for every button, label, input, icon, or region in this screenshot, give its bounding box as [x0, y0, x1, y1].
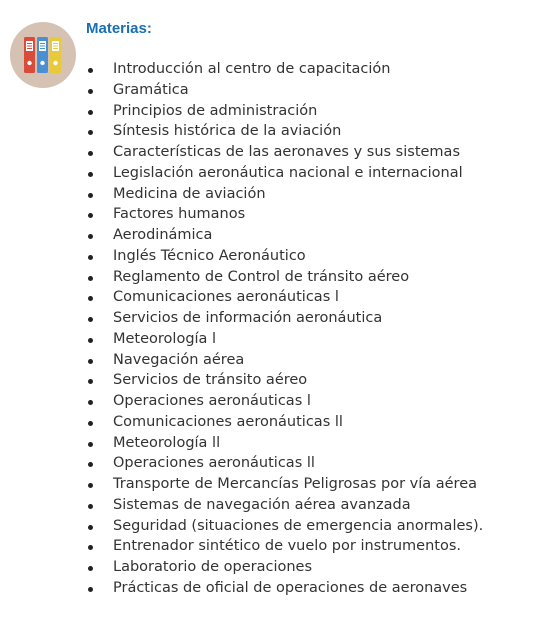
- subject-item: Sistemas de navegación aérea avanzada: [86, 495, 483, 516]
- subject-item: Comunicaciones aeronáuticas ll: [86, 412, 483, 433]
- section-heading: Materias:: [86, 20, 152, 37]
- subject-item: Inglés Técnico Aeronáutico: [86, 246, 483, 267]
- subject-item: Meteorología l: [86, 329, 483, 350]
- subject-item: Características de las aeronaves y sus sistemas: [86, 142, 483, 163]
- subject-item: Aerodinámica: [86, 225, 483, 246]
- subject-item: Reglamento de Control de tránsito aéreo: [86, 267, 483, 288]
- subject-item: Síntesis histórica de la aviación: [86, 121, 483, 142]
- subject-item: Navegación aérea: [86, 350, 483, 371]
- subject-item: Laboratorio de operaciones: [86, 557, 483, 578]
- subject-item: Servicios de información aeronáutica: [86, 308, 483, 329]
- subject-item: Operaciones aeronáuticas l: [86, 391, 483, 412]
- subject-item: Entrenador sintético de vuelo por instrumentos.: [86, 536, 483, 557]
- subject-item: Meteorología ll: [86, 433, 483, 454]
- subject-list: [86, 59, 483, 599]
- subject-item: Introducción al centro de capacitación: [86, 59, 483, 80]
- subject-item: Medicina de aviación: [86, 184, 483, 205]
- binders-icon: [10, 22, 76, 88]
- subject-item: Operaciones aeronáuticas ll: [86, 453, 483, 474]
- subject-item: Factores humanos: [86, 204, 483, 225]
- subject-item: Gramática: [86, 80, 483, 101]
- subject-item: Prácticas de oficial de operaciones de aeronaves: [86, 578, 483, 599]
- subject-item: Legislación aeronáutica nacional e internacional: [86, 163, 483, 184]
- subject-item: Servicios de tránsito aéreo: [86, 370, 483, 391]
- subject-item: Seguridad (situaciones de emergencia anormales).: [86, 516, 483, 537]
- subject-item: Principios de administración: [86, 101, 483, 122]
- subject-item: Comunicaciones aeronáuticas l: [86, 287, 483, 308]
- subject-item: Transporte de Mercancías Peligrosas por vía aérea: [86, 474, 483, 495]
